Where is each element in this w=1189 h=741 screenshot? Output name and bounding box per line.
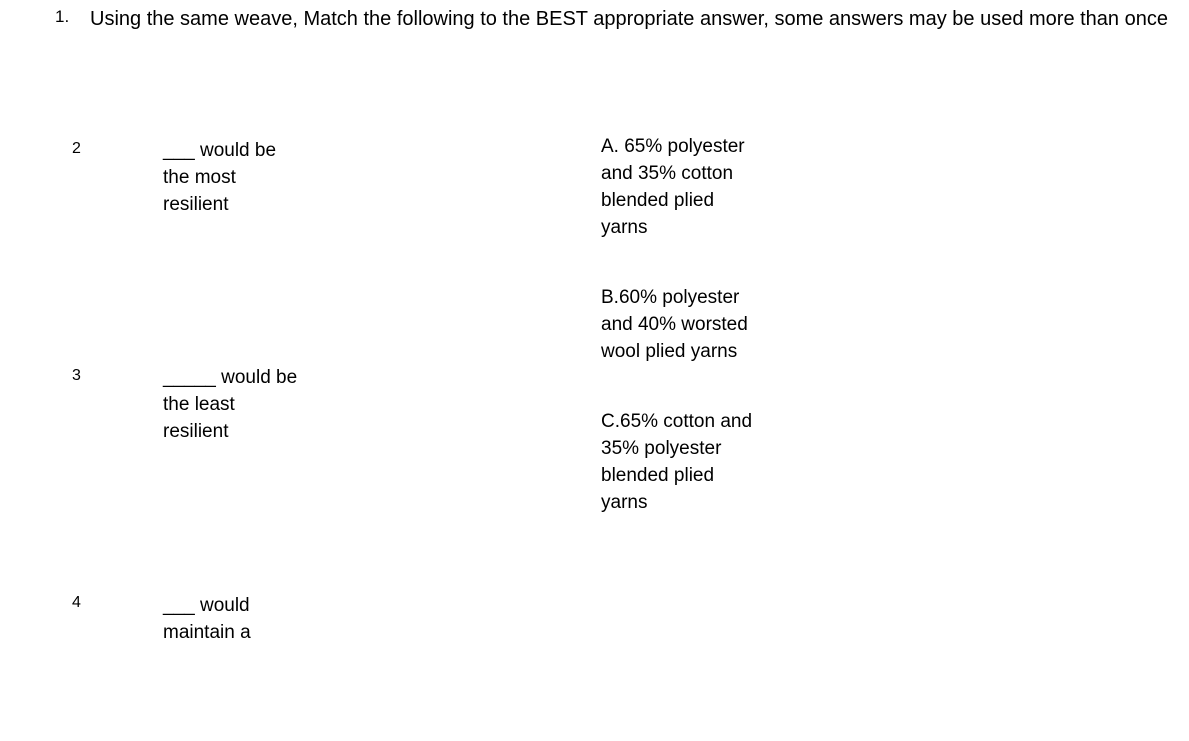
item-text: would be [194,140,277,161]
answer-text: blended plied [601,190,715,211]
answer-blank: ___ [163,595,195,616]
item-number-4: 4 [72,594,81,611]
item-line [163,592,251,619]
item-text: would be [215,367,298,388]
answer-blank: ___ [163,140,195,161]
answer-text: B.60% polyester [601,287,740,308]
item-text: the most [163,167,236,188]
item-text: maintain a [163,622,251,643]
matching-item-3 [163,364,297,445]
item-text: resilient [163,194,229,215]
answer-text: and 40% worsted [601,314,748,335]
answer-text: blended plied [601,465,715,486]
item-text: resilient [163,421,229,442]
answer-option-a [601,133,776,241]
item-text: would [194,595,250,616]
question-number: 1. [55,7,70,26]
answer-option-c [601,408,776,516]
answer-text: 35% polyester [601,438,722,459]
answer-option-b [601,284,776,365]
item-line [163,364,297,391]
answer-text: and 35% cotton [601,163,734,184]
item-line [163,137,276,164]
answer-text: A. 65% polyester [601,136,745,157]
item-number-2: 2 [72,140,81,157]
item-text: the least [163,394,235,415]
answer-text: wool plied yarns [601,341,738,362]
matching-item-2 [163,137,276,218]
answer-text: C.65% cotton and [601,411,753,432]
answer-blank: _____ [163,367,216,388]
item-number-3: 3 [72,367,81,384]
question-text: Using the same weave, Match the following to the BEST appropriate answer, some answers may be used more than once [90,8,1168,30]
matching-item-4 [163,592,251,646]
answer-text: yarns [601,492,648,513]
answer-text: yarns [601,217,648,238]
